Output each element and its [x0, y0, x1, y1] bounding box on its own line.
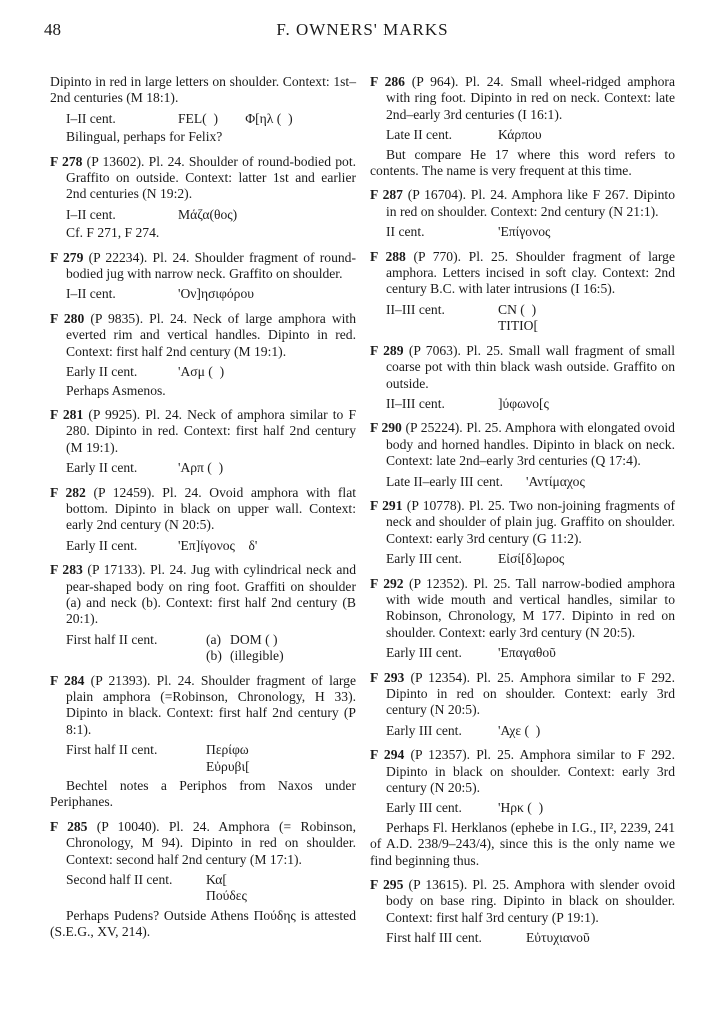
entry-inscription: Κάρπου — [498, 127, 542, 143]
entry-date: II–III cent. — [386, 395, 445, 411]
entry-inscription: 'Αντίμαχος — [526, 473, 585, 489]
right-column — [370, 74, 675, 955]
entry-inscription: Εἰσί[δ]ωρος — [498, 551, 565, 567]
entry-id: F 280 — [50, 310, 85, 326]
entry-inscription: CN ( ) TITIO[ — [498, 301, 539, 334]
catalog-entry — [370, 498, 675, 568]
entry-id: F 281 — [50, 406, 84, 422]
catalog-entry — [370, 877, 675, 947]
entry-inscription: (illegible) — [230, 648, 284, 664]
entry-text: (P 22234). Pl. 24. Shoulder fragment of round-bodied jug with narrow neck. Graffito on shoulder. — [66, 249, 357, 282]
entry-id: F 279 — [50, 249, 84, 265]
entry-id: F 289 — [370, 342, 404, 358]
entry-id: F 278 — [50, 153, 83, 169]
entry-date: II cent. — [386, 224, 425, 240]
subitem-label: (a) — [206, 631, 222, 647]
entry-inscription: Μάζα(θος) — [178, 206, 238, 222]
entry-id: F 286 — [370, 74, 405, 89]
entry-inscription: Κα[ Πούδες — [206, 872, 247, 904]
entry-date: Second half II cent. — [66, 872, 173, 888]
entry-date: Early III cent. — [386, 551, 462, 567]
entry-note: But compare He 17 where this word refers to contents. The name is very frequent at this time. — [370, 146, 675, 179]
entry-id: F 288 — [370, 248, 406, 264]
entry-inscription: 'Επαγαθοῦ — [498, 645, 556, 661]
entry-text: (P 12352). Pl. 25. Tall narrow-bodied amphora with wide mouth and vertical handles, similar to Robinson, Chronology, M 177. Dipinto in red on shoulder. Context: early 3rd century (N 20:5). — [386, 575, 675, 640]
entry-inscription: DOM ( ) — [230, 631, 278, 647]
entry-inscription: 'Ασμ ( ) — [178, 364, 225, 380]
catalog-entry — [50, 673, 356, 811]
entry-text: (P 21393). Pl. 24. Shoulder fragment of large plain amphora (=Robinson, Chronology, H 33). Dipinto in black. Context: first half 2nd century (P 8:1). — [66, 672, 356, 737]
entry-id: F 294 — [370, 747, 405, 763]
entry-text: (P 12357). Pl. 25. Amphora similar to F 292. Dipinto in black on shoulder. Context: early 3rd century (N 20:5). — [386, 747, 675, 796]
entry-text: (P 10040). Pl. 24. Amphora (= Robinson, Chronology, M 94). Dipinto in red on shoulder. Context: second half 2nd century (M 17:1). — [66, 818, 357, 867]
entry-inscription: Εὐτυχιανοῦ — [526, 930, 590, 946]
catalog-entry — [50, 819, 356, 941]
entry-date: Early III cent. — [386, 645, 462, 661]
entry-id: F 283 — [50, 562, 83, 578]
catalog-entry — [50, 154, 356, 242]
entry-id: F 292 — [370, 575, 404, 591]
entry-id: F 285 — [50, 818, 88, 834]
entry-text: (P 12459). Pl. 24. Ovoid amphora with flat bottom. Dipinto in black on upper wall. Context: early 2nd century (N 20:5). — [66, 484, 357, 533]
entry-text: (P 9835). Pl. 24. Neck of large amphora with everted rim and vertical handles. Dipinto in red. Context: first half 2nd century (M 19:1). — [66, 310, 356, 359]
entry-text: (P 9925). Pl. 24. Neck of amphora similar to F 280. Dipinto in red. Context: first half 2nd century (M 19:1). — [66, 406, 357, 455]
running-title: F. OWNERS' MARKS — [276, 20, 449, 39]
entry-date: Early III cent. — [386, 722, 462, 738]
entry-date: Late II–early III cent. — [386, 473, 503, 489]
catalog-entry — [50, 311, 356, 399]
entry-text: Dipinto in red in large letters on shoulder. Context: 1st–2nd centuries (M 18:1). — [50, 74, 356, 106]
entry-date: I–II cent. — [66, 110, 116, 126]
catalog-entry — [370, 187, 675, 240]
entry-inscription: ]ύφωνο[ς — [498, 395, 549, 411]
catalog-entry — [370, 747, 675, 869]
entry-text: (P 12354). Pl. 25. Amphora similar to F 292. Dipinto in red on shoulder. Context: early 3rd century (N 20:5). — [386, 669, 675, 718]
entry-note: Bilingual, perhaps for Felix? — [66, 129, 223, 145]
page-number: 48 — [44, 20, 61, 39]
entry-id: F 293 — [370, 669, 405, 685]
entry-note: Bechtel notes a Periphos from Naxos under Periphanes. — [50, 778, 356, 810]
entry-id: F 287 — [370, 187, 403, 203]
catalog-entry — [370, 670, 675, 740]
entry-date: II–III cent. — [386, 301, 445, 317]
catalog-entry — [370, 576, 675, 662]
entry-date: I–II cent. — [66, 206, 116, 222]
entry-date: Early II cent. — [66, 364, 138, 380]
entry-note: Perhaps Asmenos. — [66, 382, 166, 398]
catalog-entry — [370, 343, 675, 413]
entry-inscription: 'Ηρκ ( ) — [498, 800, 544, 816]
entry-inscription: FEL( ) Φ[ηλ ( ) — [178, 110, 293, 126]
entry-inscription: 'Ον]ησιφόρου — [178, 286, 254, 302]
entry-date: Late II cent. — [386, 127, 453, 143]
entry-inscription: 'Αχε ( ) — [498, 722, 541, 738]
entry-date: I–II cent. — [66, 286, 116, 302]
entry-date: Early II cent. — [66, 537, 138, 553]
entry-id: F 282 — [50, 484, 86, 500]
entry-inscription: 'Αρπ ( ) — [178, 460, 224, 476]
entry-date: Early II cent. — [66, 460, 138, 476]
entry-inscription: 'Επίγονος — [498, 224, 551, 240]
catalog-entry — [370, 420, 675, 490]
entry-inscription: 'Επ]ίγονος δ' — [178, 537, 258, 553]
catalog-entry — [50, 562, 356, 664]
entry-note: Cf. F 271, F 274. — [66, 225, 160, 241]
entry-id: F 284 — [50, 672, 85, 688]
catalog-entry — [50, 485, 356, 555]
catalog-entry — [50, 250, 356, 303]
catalog-entry — [50, 407, 356, 477]
catalog-entry — [370, 249, 675, 335]
entry-note: Perhaps Fl. Herklanos (ephebe in I.G., II², 2239, 241 of A.D. 238/9–243/4), since this is the only name we find beginning thus. — [370, 819, 675, 868]
entry-text: (P 770). Pl. 25. Shoulder fragment of large amphora. Letters incised in soft clay. Context: 2nd century B.C. with later intrusions (I 16:5). — [386, 248, 675, 297]
entry-id: F 290 — [370, 420, 402, 436]
entry-note: Perhaps Pudens? Outside Athens Πούδης is attested (S.E.G., XV, 214). — [50, 907, 356, 940]
entry-text: (P 16704). Pl. 24. Amphora like F 267. Dipinto in red on shoulder. Context: 2nd century (N 21:1). — [386, 187, 675, 219]
entry-id: F 291 — [370, 497, 403, 513]
entry-text: (P 13615). Pl. 25. Amphora with slender ovoid body on base ring. Dipinto in black on shoulder. Context: first half 3rd century (P 19:1). — [386, 877, 675, 925]
subitem-label: (b) — [206, 648, 222, 664]
entry-inscription: Περίφω Εὐρυβι[ — [206, 742, 250, 774]
entry-text: (P 7063). Pl. 25. Small wall fragment of small coarse pot with thin black wash outside. Graffito on outside. — [386, 342, 675, 391]
entry-text: (P 13602). Pl. 24. Shoulder of round-bodied pot. Graffito on outside. Context: latter 1st and earlier 2nd centuries (N 19:2). — [66, 153, 356, 202]
entry-text: (P 17133). Pl. 24. Jug with cylindrical neck and pear-shaped body on ring foot. Graffiti on shoulder (a) and neck (b). Context: first half 2nd century (B 20:1). — [66, 562, 356, 627]
entry-text: (P 25224). Pl. 25. Amphora with elongated ovoid body and horned handles. Dipinto in black on neck. Context: late 2nd–early 3rd centuries (Q 17:4). — [386, 420, 675, 469]
entry-id: F 295 — [370, 877, 404, 893]
catalog-entry — [370, 74, 675, 179]
entry-date: First half II cent. — [66, 631, 158, 647]
entry-date: First half III cent. — [386, 930, 482, 946]
entry-text: (P 10778). Pl. 25. Two non-joining fragments of neck and shoulder of plain jug. Graffito on shoulder. Context: early 3rd century (G 11:2). — [386, 497, 675, 546]
catalog-entry — [50, 74, 356, 146]
entry-date: First half II cent. — [66, 742, 158, 758]
entry-text: (P 964). Pl. 24. Small wheel-ridged amphora with ring foot. Dipinto in red on neck. Context: late 2nd–early 3rd centuries (I 16:1). — [386, 74, 675, 122]
entry-date: Early III cent. — [386, 800, 462, 816]
left-column — [50, 74, 356, 949]
